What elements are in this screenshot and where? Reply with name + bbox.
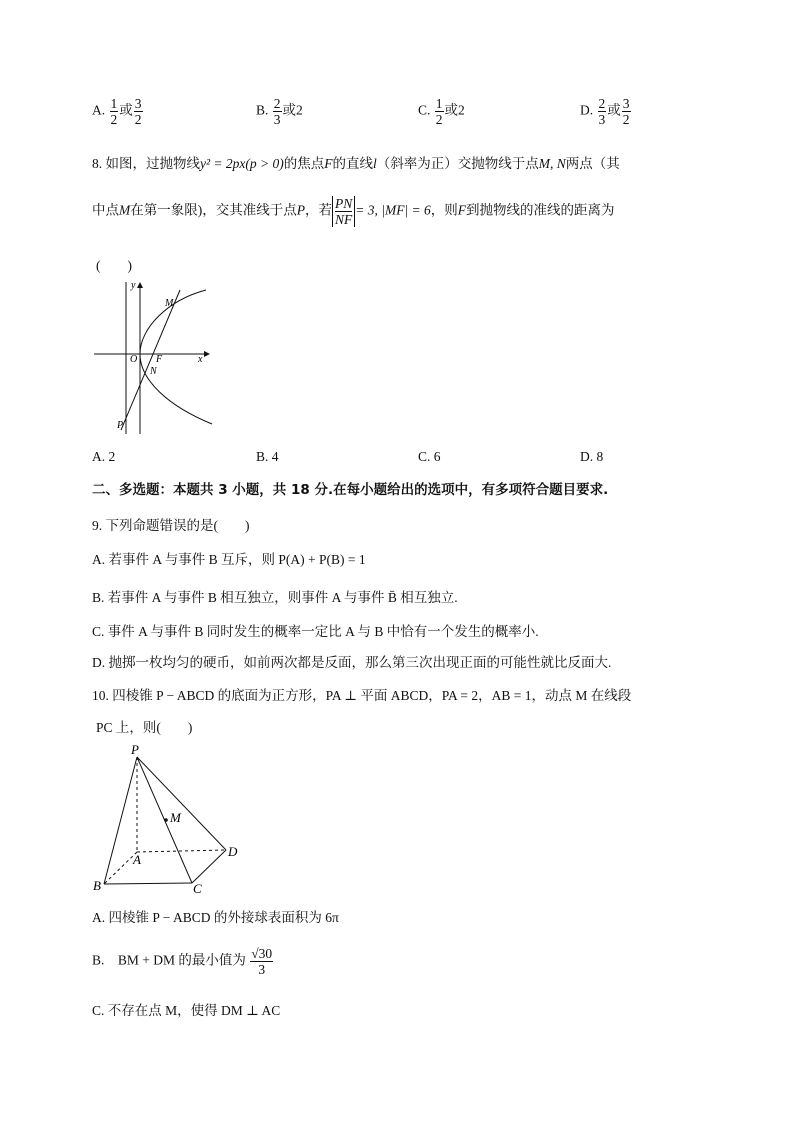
or-text: 或 [444, 102, 459, 118]
fraction: $\frac{1}{2}$ [435, 96, 443, 127]
q8-line1: 8. 如图，过抛物线y² = 2px(p > 0)的焦点F的直线l（斜率为正）交抛物线于点M, N两点（其 [92, 156, 620, 171]
x-arrow-icon [204, 351, 210, 357]
q8-line2: 中点M在第一象限)，交其准线于点P，若 $\frac{PN}{NF}$ = 3, |MF| = 6，则F到抛物线的准线的距离为 [92, 196, 615, 227]
label-y: y [131, 280, 136, 291]
edge-bc [104, 883, 192, 884]
fraction: $\frac{2}{3}$ [273, 96, 281, 127]
q9-option-b: B. 若事件 A 与事件 B 相互独立，则事件 A 与事件 B̄ 相互独立. [92, 590, 458, 605]
ratio-abs: $\frac{PN}{NF}$ [332, 196, 355, 227]
q10-line2: PC 上，则( ) [96, 720, 193, 735]
q7-option-a [92, 96, 144, 127]
option-label: D. [580, 102, 594, 118]
label-x: x [198, 354, 203, 365]
q7-option-d [580, 96, 632, 127]
parabola-figure [88, 278, 218, 438]
fraction: $\frac{√30}{3}$ [251, 946, 273, 977]
option-label: B. [256, 102, 269, 118]
edge-cd [192, 850, 226, 883]
label-f: F [156, 354, 163, 365]
fraction: $\frac{1}{2}$ [110, 96, 118, 127]
section-2-title: 二、多选题：本题共 3 小题，共 18 分.在每小题给出的选项中，有多项符合题目要求. [92, 482, 609, 498]
label-m: M [165, 298, 174, 309]
option-label: A. [92, 102, 106, 118]
label-p: P [117, 420, 124, 431]
fraction: $\frac{3}{2}$ [134, 96, 142, 127]
or-text: 或 [119, 102, 133, 118]
or-text: 或 [607, 102, 621, 118]
label-c: C [193, 881, 202, 894]
q7-option-b [256, 96, 303, 127]
q10-option-c: C. 不存在点 M，使得 DM ⊥ AC [92, 1003, 281, 1018]
q10-option-b: B. BM + DM 的最小值为 $\frac{√30}{3}$ [92, 946, 273, 977]
fraction: $\frac{2}{3}$ [598, 96, 606, 127]
label-o: O [130, 354, 138, 365]
q9-option-c: C. 事件 A 与事件 B 同时发生的概率一定比 A 与 B 中恰有一个发生的概率小. [92, 624, 539, 639]
value-text: 2 [296, 102, 303, 118]
q8-option-c: C. 6 [418, 449, 441, 464]
y-arrow-icon [137, 282, 143, 288]
label-d: D [228, 844, 238, 859]
label-n: N [150, 366, 157, 377]
q8-option-a: A. 2 [92, 449, 116, 464]
label-b: B [93, 878, 101, 893]
option-label: C. [418, 102, 431, 118]
point-m [164, 818, 168, 822]
q9-stem: 9. 下列命题错误的是( ) [92, 518, 250, 533]
edge-pd [137, 757, 226, 850]
q9-option-d: D. 抛掷一枚均匀的硬币，如前两次都是反面，那么第三次出现正面的可能性就比反面大. [92, 655, 612, 670]
label-a: A [133, 852, 141, 867]
q9-option-a: A. 若事件 A 与事件 B 互斥，则 P(A) + P(B) = 1 [92, 552, 366, 567]
label-p: P [131, 742, 139, 757]
pyramid-figure [92, 742, 252, 894]
q10-option-a: A. 四棱锥 P − ABCD 的外接球表面积为 6π [92, 910, 339, 925]
edge-ad [137, 850, 226, 852]
q10-line1: 10. 四棱锥 P − ABCD 的底面为正方形，PA ⊥ 平面 ABCD，PA = 2，AB = 1，动点 M 在线段 [92, 688, 632, 703]
or-text: 或 [282, 102, 297, 118]
q8-option-b: B. 4 [256, 449, 279, 464]
fraction: $\frac{3}{2}$ [622, 96, 630, 127]
q7-option-c [418, 96, 465, 127]
label-m: M [170, 810, 181, 825]
q8-option-d: D. 8 [580, 449, 604, 464]
value-text: 2 [458, 102, 465, 118]
q8-paren: ( ) [96, 258, 132, 273]
